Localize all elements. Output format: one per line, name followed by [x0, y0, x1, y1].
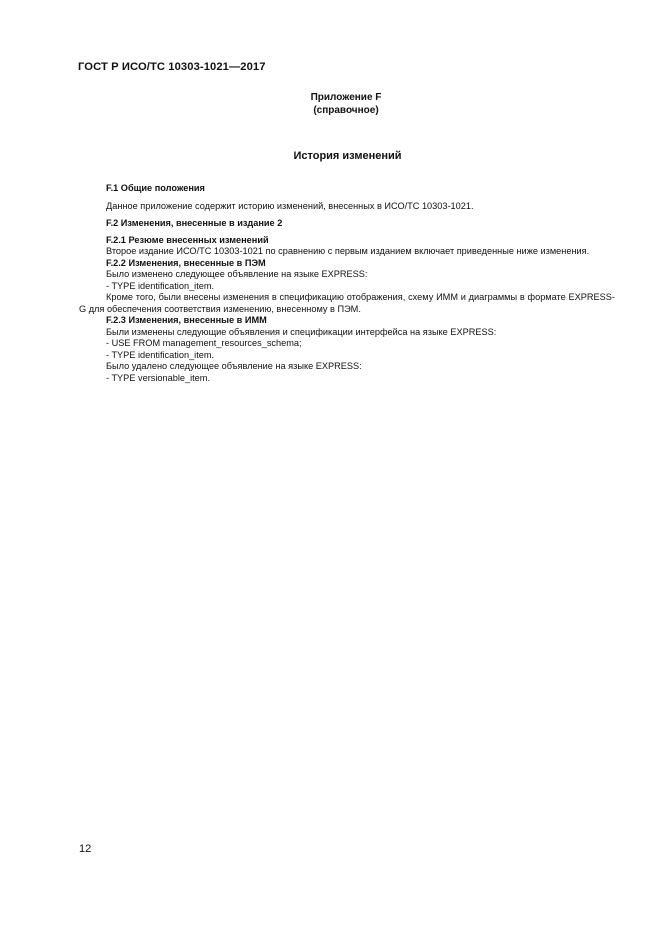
paragraph-f2-3-line2: - USE FROM management_resources_schema; — [106, 338, 302, 348]
paragraph-f2-2-line2: - TYPE identification_item. — [106, 280, 215, 291]
paragraph-f2-1: Второе издание ИСО/ТС 10303-1021 по сравнению с первым изданием включает приведенные ниже изменения. — [106, 246, 590, 256]
heading-f2-2: F.2.2 Изменения, внесенные в ПЭМ — [106, 257, 266, 268]
paragraph-f1: Данное приложение содержит историю изменений, внесенных в ИСО/ТС 10303-1021. — [106, 200, 474, 211]
heading-f2-3: F.2.3 Изменения, внесенные в ИММ — [106, 315, 267, 325]
appendix-heading — [296, 91, 396, 117]
paragraph-f2-2-line1: Было изменено следующее объявление на языке EXPRESS: — [106, 269, 368, 279]
document-body — [79, 183, 615, 384]
page-number: 12 — [79, 843, 92, 855]
paragraph-f2-3-line1: Были изменены следующие объявления и спецификации интерфейса на языке EXPRESS: — [106, 326, 497, 337]
paragraph-f2-3-line4: Было удалено следующее объявление на языке EXPRESS: — [106, 361, 362, 371]
appendix-kind: (справочное) — [313, 105, 379, 116]
heading-f1: F.1 Общие положения — [106, 183, 205, 193]
standard-header: ГОСТ Р ИСО/ТС 10303-1021—2017 — [78, 61, 266, 73]
heading-f2: F.2 Изменения, внесенные в издание 2 — [106, 218, 283, 228]
paragraph-f2-3-line5: - TYPE versionable_item. — [106, 372, 211, 383]
heading-f2-1: F.2.1 Резюме внесенных изменений — [106, 234, 269, 245]
section-title: История изменений — [293, 150, 402, 162]
appendix-label: Приложение F — [310, 92, 382, 103]
paragraph-f2-3-line3: - TYPE identification_item. — [106, 349, 215, 360]
paragraph-f2-2-text: Кроме того, были внесены изменения в спецификацию отображения, схему ИММ и диаграммы в формате EXPRESS-G для обеспечения соответствия изменению, внесенному в ПЭМ. — [79, 292, 615, 314]
